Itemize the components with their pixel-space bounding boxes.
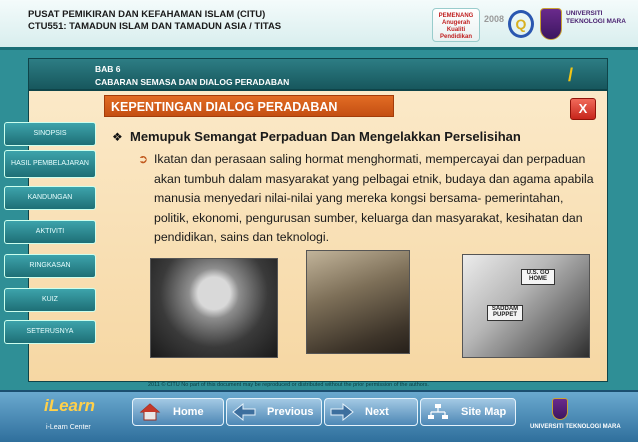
- nav-ringkasan[interactable]: RINGKASAN: [4, 254, 96, 278]
- award-logo: PEMENANG Anugerah Kualiti Pendidikan: [432, 8, 480, 42]
- next-arrow-icon: [325, 399, 359, 425]
- university-name: UNIVERSITI TEKNOLOGI MARA: [566, 10, 626, 25]
- slash-decoration-icon: /: [567, 65, 573, 85]
- award-year: 2008: [484, 14, 505, 24]
- close-button[interactable]: X: [570, 98, 596, 120]
- square-bullet-icon: ❖: [112, 130, 123, 144]
- sitemap-label: Site Map: [461, 406, 507, 418]
- arrow-bullet-icon: ➲: [138, 152, 149, 166]
- point-title: Memupuk Semangat Perpaduan Dan Mengelakkan Perselisihan: [130, 129, 521, 144]
- next-button[interactable]: [324, 398, 418, 426]
- nav-aktiviti[interactable]: AKTIVITI: [4, 220, 96, 244]
- nav-kuiz[interactable]: KUIZ: [4, 288, 96, 312]
- quality-logo: Q: [508, 10, 534, 38]
- chapter-bar: [28, 58, 608, 90]
- ilearn-logo-text: iLearn: [44, 396, 96, 415]
- sitemap-button[interactable]: [420, 398, 516, 426]
- header-institution: PUSAT PEMIKIRAN DAN KEFAHAMAN ISLAM (CITU): [28, 9, 266, 20]
- ilearn-center-label: i-Learn Center: [46, 424, 91, 431]
- home-button[interactable]: [132, 398, 224, 426]
- nav-hasil-pembelajaran[interactable]: HASIL PEMBELAJARAN: [4, 150, 96, 178]
- previous-arrow-icon: [227, 399, 261, 425]
- sitemap-icon: [421, 399, 455, 425]
- protest-sign-1: U.S. GO HOME: [521, 269, 555, 285]
- section-title: KEPENTINGAN DIALOG PERADABAN: [104, 95, 394, 117]
- chapter-title: CABARAN SEMASA DAN DIALOG PERADABAN: [95, 77, 290, 87]
- header-course: CTU551: TAMADUN ISLAM DAN TAMADUN ASIA / TITAS: [28, 21, 282, 32]
- explosion-photo: [150, 258, 278, 358]
- header-bar: [0, 0, 638, 50]
- next-label: Next: [365, 406, 389, 418]
- protest-sign-2: SADDAM PUPPET: [487, 305, 523, 321]
- soldiers-photo: [306, 250, 410, 354]
- copyright-notice: 2011 © CITU No part of this document may be reproduced or distributed without the prior permission of the authors.: [148, 382, 429, 388]
- protest-photo: [462, 254, 590, 358]
- footer-university-name: UNIVERSITI TEKNOLOGI MARA: [530, 424, 621, 430]
- chapter-number: BAB 6: [95, 64, 121, 74]
- point-description: Ikatan dan perasaan saling hormat menghormati, mempercayai dan perpaduan akan tumbuh dalam masyarakat yang pelbagai etnik, budaya dan agama apabila manusia menyedari nilai-nilai yang mereka kongsi bersama- pemerintahan, politik, ekonomi, pengurusan sumber, keluarga dan masyarakat, kesihatan dan pendidikan, sains dan teknologi.: [154, 152, 594, 244]
- nav-seterusnya[interactable]: SETERUSNYA: [4, 320, 96, 344]
- home-icon: [133, 399, 167, 425]
- university-crest-icon: [540, 8, 562, 40]
- previous-label: Previous: [267, 406, 314, 418]
- footer-crest-icon: [552, 398, 568, 420]
- nav-sinopsis[interactable]: SINOPSIS: [4, 122, 96, 146]
- nav-kandungan[interactable]: KANDUNGAN: [4, 186, 96, 210]
- home-label: Home: [173, 406, 204, 418]
- previous-button[interactable]: [226, 398, 322, 426]
